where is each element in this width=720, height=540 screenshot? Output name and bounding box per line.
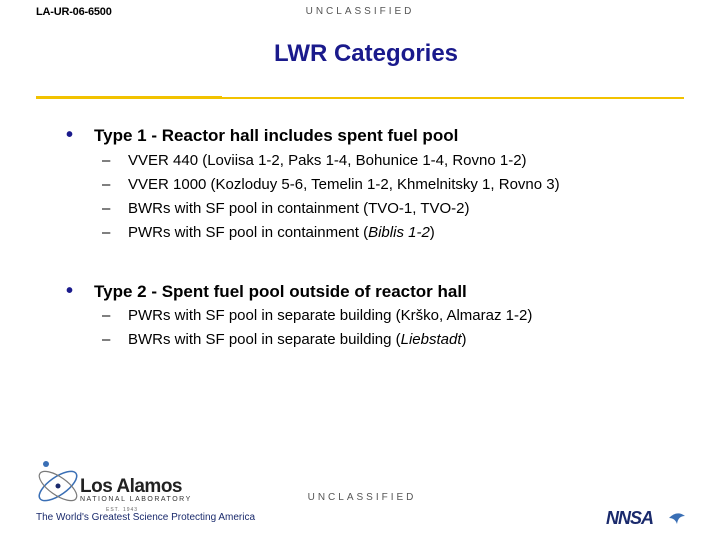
document-id: LA-UR-06-6500 xyxy=(36,6,112,18)
bullet-dot-icon: • xyxy=(66,280,74,302)
sub-bullet: – VVER 1000 (Kozloduy 5-6, Temelin 1-2, Khmelnitsky 1, Rovno 3) xyxy=(102,176,560,193)
logo-name: Los Alamos xyxy=(80,476,182,497)
sub-bullet-text: PWRs with SF pool in containment (Biblis 1-2) xyxy=(128,224,435,241)
sub-bullet-text: VVER 1000 (Kozloduy 5-6, Temelin 1-2, Khmelnitsky 1, Rovno 3) xyxy=(128,176,560,193)
sub-bullet-text: BWRs with SF pool in separate building (Liebstadt) xyxy=(128,331,467,348)
nnsa-logo xyxy=(606,508,686,530)
sub-bullet-text: BWRs with SF pool in containment (TVO-1, TVO-2) xyxy=(128,200,470,217)
bullet-dot-icon: • xyxy=(66,124,74,146)
classification-bottom: UNCLASSIFIED xyxy=(307,492,417,503)
bullet-type-1 xyxy=(66,124,458,147)
logo-subtitle: NATIONAL LABORATORY xyxy=(80,496,192,503)
title-rule-right xyxy=(222,97,684,99)
sub-bullet: – PWRs with SF pool in containment (Biblis 1-2) xyxy=(102,224,435,241)
sub-bullet: – BWRs with SF pool in separate building (Liebstadt) xyxy=(102,331,467,348)
sub-bullet-text: VVER 440 (Loviisa 1-2, Paks 1-4, Bohunice 1-4, Rovno 1-2) xyxy=(128,152,527,169)
title-rule-left xyxy=(36,96,222,99)
logo-established: EST. 1943 xyxy=(106,507,139,513)
bullet-text: Type 2 - Spent fuel pool outside of reactor hall xyxy=(94,282,467,301)
slide-title: LWR Categories xyxy=(273,40,459,67)
tagline: The World's Greatest Science Protecting America xyxy=(36,512,256,523)
bullet-text: Type 1 - Reactor hall includes spent fuel pool xyxy=(94,126,459,145)
sub-bullet: – BWRs with SF pool in containment (TVO-1, TVO-2) xyxy=(102,200,470,217)
sub-bullet-text: PWRs with SF pool in separate building (Krško, Almaraz 1-2) xyxy=(128,307,533,324)
eagle-icon xyxy=(668,510,686,526)
classification-top: UNCLASSIFIED xyxy=(305,6,415,17)
sub-bullet: – PWRs with SF pool in separate building (Krško, Almaraz 1-2) xyxy=(102,307,533,324)
bullet-type-2 xyxy=(66,280,467,303)
sub-bullet: – VVER 440 (Loviisa 1-2, Paks 1-4, Bohunice 1-4, Rovno 1-2) xyxy=(102,152,527,169)
nnsa-logo-text: NNSA xyxy=(606,508,654,528)
